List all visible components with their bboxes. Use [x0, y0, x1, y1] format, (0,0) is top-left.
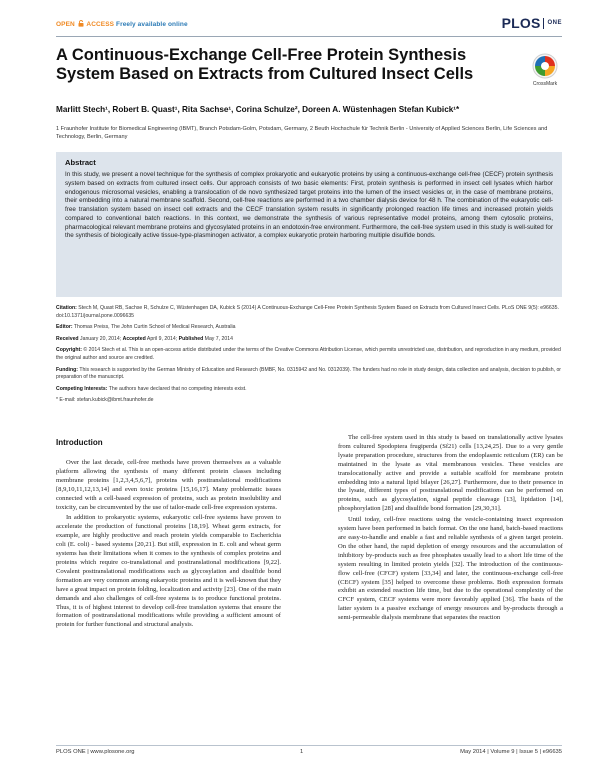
- published-label: Published: [178, 335, 204, 342]
- accepted-date: April 9, 2014;: [146, 335, 178, 342]
- access-word: ACCESS: [86, 21, 115, 28]
- paragraph: Until today, cell-free reactions using the vesicle-containing insect expression system have been performed in batch format. On the one hand, batch-based reactions are easy-to-handle and enable a fast and reliable synthesis of a given target protein. On the other hand, the rapid depletion of energy resources and the accumulation of inhibitory by-products such as free phosphates usually lead to a short life time of the system resulting in limited protein yields [32]. The introduction of the continuous-flow cell-free (CFCF) system [33,34] and later, the continuous-exchange cell-free (CECF) system [35] helped to overcome these problems. Both expression formats exhibit an extended reaction life time, but due to the operational complexity of the CFCF system, CECF systems were more favorably applied [36]. The basis of the latter system is a passive exchange of energy resources and by-products through a semi-permeable dialysis membrane that separates the reaction: [338, 516, 563, 622]
- open-lock-icon: [78, 20, 84, 27]
- funding-label: Funding:: [56, 366, 78, 373]
- open-access-badge: [56, 20, 188, 28]
- header-rule: [56, 36, 562, 37]
- intro-text-left: [56, 459, 281, 630]
- intro-text-right: [338, 434, 563, 623]
- email-text[interactable]: * E-mail: stefan.kubick@ibmt.fraunhofer.de: [56, 397, 154, 404]
- dates: [56, 336, 562, 344]
- accepted-label: Accepted: [122, 335, 146, 342]
- page-number: 1: [300, 749, 304, 755]
- right-column: [338, 434, 563, 625]
- email[interactable]: [56, 397, 562, 405]
- left-column: [56, 434, 281, 632]
- introduction-heading: Introduction: [56, 438, 103, 447]
- paragraph: Over the last decade, cell-free methods have proven themselves as a valuable platform allowing the synthesis of many different protein classes including membrane proteins [1,2,3,4,5,6,7], proteins with posttranslational modifications [8,9,10,11,12,13,14] and even toxic proteins [15,16,17]. Many problematic issues connected with a cell-based expression of proteins, such as protein insolubility and toxicity, can be circumvented by the use of tailor-made cell-free expression systems.: [56, 459, 281, 511]
- editor: [56, 324, 562, 332]
- affiliations: 1 Fraunhofer Institute for Biomedical Engineering (IBMT), Branch Potsdam-Golm, Potsdam, Germany, 2 Beuth Hochschule für Technik Berlin - University of Applied Sciences Berlin, Life Sciences and Technology, Berlin, Germany: [56, 126, 548, 141]
- competing-label: Competing Interests:: [56, 385, 108, 392]
- editor-label: Editor:: [56, 324, 73, 331]
- citation-text: Stech M, Quast RB, Sachse R, Schulze C, Wüstenhagen DA, Kubick S (2014) A Continuous-Exchange Cell-Free Protein Synthesis System Based on Extracts from Cultured Insect Cells. PLoS ONE 9(5): e96635. doi:10.1371/journal.pone.0096635: [56, 305, 559, 319]
- logo-divider: [543, 18, 544, 29]
- paragraph: The cell-free system used in this study is based on translationally active lysates from cultured Spodoptera frugiperda (Sf21) cells [13,24,25]. Due to a very gentle lysate preparation procedure, structures from the endoplasmic reticulum (ER) can be maintained in the lysate as vital membranous vesicles. These vesicles are translocationally active and provide a suitable scaffold for membrane protein embedding into a natural lipid bilayer [26,27]. Furthermore, due to their presence in the lysate, different types of posttranslational modifications can be performed on proteins, such as glycosylation, signal peptide cleavage [13], lipidation [14], phosphorylation [28] and disulfide bond formation [29,30,31].: [338, 434, 563, 513]
- received-date: January 20, 2014;: [80, 335, 122, 342]
- open-word: OPEN: [56, 21, 75, 28]
- article-metadata: [56, 305, 562, 409]
- abstract-box: [56, 152, 562, 297]
- journal-header: [56, 14, 562, 34]
- copyright: [56, 347, 562, 362]
- crossmark-badge[interactable]: [527, 52, 563, 85]
- competing-text: The authors have declared that no competing interests exist.: [108, 385, 247, 392]
- plos-one-logo[interactable]: [502, 14, 562, 32]
- plos-wordmark: PLOS: [501, 15, 541, 31]
- editor-text: Thomas Preiss, The John Curtin School of Medical Research, Australia: [73, 324, 236, 331]
- freely-available-label: Freely available online: [116, 21, 188, 28]
- received-label: Received: [56, 335, 79, 342]
- abstract-heading: Abstract: [65, 158, 96, 167]
- article-title: A Continuous-Exchange Cell-Free Protein Synthesis System Based on Extracts from Cultured Insect Cells: [56, 46, 474, 83]
- footer-rule: [56, 745, 562, 746]
- citation: [56, 305, 562, 320]
- funding-text: This research is supported by the German Ministry of Education and Research (BMBF, No. 0315942 and No. 0312039). The funders had no role in study design, data collection and analysis, decision to publish, or preparation of the manuscript.: [56, 366, 562, 381]
- crossmark-icon: [527, 52, 563, 80]
- author-list: Marlitt Stech¹, Robert B. Quast¹, Rita Sachse¹, Corina Schulze², Doreen A. Wüstenhagen Stefan Kubick¹*: [56, 105, 460, 114]
- abstract-text: In this study, we present a novel technique for the synthesis of complex prokaryotic and eukaryotic proteins by using a continuous-exchange cell-free (CECF) protein synthesis system based on extracts from cultured insect cells. Our approach consists of two basic elements: First, protein synthesis is performed in insect cell lysates which harbor endogenous microsomal vesicles, enabling a translocation of de novo synthesized target proteins into the lumen of the insect vesicles or, in the case of membrane proteins, their embedding into a natural membrane scaffold. Second, cell-free reactions are performed in a two chamber dialysis device for 48 h. The combination of the eukaryotic cell-free translation system based on insect cell extracts and the CECF translation system results in significantly prolonged reaction life times and increased protein yields compared to conventional batch reactions. In this context, we demonstrate the synthesis of various representative model proteins, among them cytosolic proteins, pharmacological relevant membrane proteins and glycosylated proteins in an endotoxin-free environment. Furthermore, the cell-free system used in this study is well-suited for the synthesis of biologically active tissue-type-plasminogen activator, a complex eukaryotic protein harboring multiple disulfide bonds.: [65, 171, 553, 240]
- footer-issue: May 2014 | Volume 9 | Issue 5 | e96635: [460, 749, 562, 755]
- copyright-text: © 2014 Stech et al. This is an open-access article distributed under the terms of the Creative Commons Attribution License, which permits unrestricted use, distribution, and reproduction in any medium, provided the original author and source are credited.: [56, 347, 561, 361]
- paragraph: In addition to prokaryotic systems, eukaryotic cell-free systems have proven to accelerate the production of functional proteins [18,19]. Wheat germ extracts, for example, are highly productive and reach protein yields comparable to Escherichia coli (E. coli) - based systems [20,21]. But still, expression in E. coli and wheat germ systems has their limitations when it comes to the synthesis of complex proteins and proteins which require co-translational and posttranslational modifications [9,22]. Covalent posttranslational modifications such as glycosylation and disulfide bond formation are very common among eukaryotic proteins and it is well-known that they have a great impact on protein folding, localization and activity [23]. One of the main demands and also challenges of cell-free systems is to produce functional proteins. Thus, it is of highest interest to develop cell-free translation systems that ensure the formation of posttranslational modifications while providing a sufficient amount of protein for further functional and structural analysis.: [56, 514, 281, 629]
- competing-interests: [56, 386, 562, 394]
- crossmark-label: CrossMark: [532, 81, 558, 87]
- footer-journal[interactable]: PLOS ONE | www.plosone.org: [56, 749, 135, 755]
- copyright-label: Copyright:: [56, 347, 82, 354]
- published-date: May 7, 2014: [204, 335, 233, 342]
- funding: [56, 367, 562, 382]
- citation-label: Citation:: [56, 305, 77, 311]
- one-wordmark: ONE: [547, 20, 562, 26]
